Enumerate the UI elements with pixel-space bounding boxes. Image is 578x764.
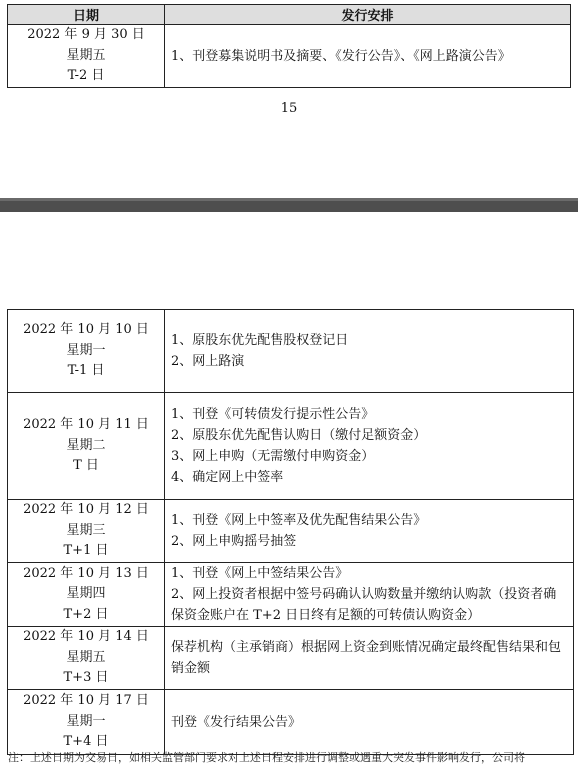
arrangement-cell (165, 500, 574, 563)
arrangement-item: 1、原股东优先配售股权登记日 (171, 333, 349, 348)
arrangement-cell (165, 393, 574, 500)
arrangement-item: 4、确定网上中签率 (171, 470, 284, 485)
arrangement-cell (165, 690, 574, 755)
weekday-text: 星期三 (66, 522, 106, 538)
header-arrangement: 发行安排 (165, 5, 571, 25)
date-text: 2022 年 10 月 11 日 (23, 417, 149, 433)
weekday-text: 星期二 (66, 437, 106, 453)
table-row (8, 563, 574, 627)
date-text: 2022 年 10 月 12 日 (23, 502, 149, 518)
weekday-text: 星期五 (66, 649, 106, 665)
arrangement-item: 3、网上申购（无需缴付申购资金） (171, 449, 375, 464)
weekday-text: 星期一 (66, 342, 106, 358)
arrangement-item: 刊登《发行结果公告》 (171, 714, 302, 730)
day-code-text: T+3 日 (63, 670, 109, 686)
arrangement-item: 1、刊登《可转债发行提示性公告》 (171, 407, 375, 422)
day-code-text: T 日 (73, 458, 99, 474)
arrangement-item: 2、原股东优先配售认购日（缴付足额资金） (171, 428, 427, 443)
date-cell (8, 393, 165, 500)
arrangement-item: 1、刊登《网上中签率及优先配售结果公告》 (171, 513, 427, 528)
arrangement-cell (165, 25, 571, 88)
table-row (8, 690, 574, 755)
date-text: 2022 年 10 月 13 日 (23, 565, 149, 581)
date-cell (8, 627, 165, 690)
arrangement-item: 1、刊登《网上中签结果公告》 (171, 566, 349, 581)
date-text: 2022 年 10 月 10 日 (23, 322, 149, 338)
footnote: 注：上述日期为交易日，如相关监管部门要求对上述日程安排进行调整或遇重大突发事件影响发行，公司将 (8, 751, 525, 764)
page-break-divider (0, 198, 578, 212)
date-cell (8, 563, 165, 627)
schedule-table-top (7, 4, 571, 88)
date-cell (8, 25, 165, 88)
page-number: 15 (280, 101, 298, 116)
arrangement-cell (165, 310, 574, 393)
arrangement-cell (165, 563, 574, 627)
date-text: 2022 年 10 月 14 日 (23, 629, 149, 645)
arrangement-item: 2、网上投资者根据中签号码确认认购数量并缴纳认购款（投资者确保资金账户在 T+2 日日终有足额的可转债认购资金） (171, 587, 557, 623)
day-code-text: T-2 日 (67, 68, 105, 84)
arrangement-item: 1、刊登募集说明书及摘要、《发行公告》、《网上路演公告》 (171, 48, 511, 64)
table-row (8, 627, 574, 690)
day-code-text: T+4 日 (63, 734, 109, 750)
day-code-text: T+1 日 (63, 543, 109, 559)
date-text: 2022 年 10 月 17 日 (23, 693, 149, 709)
weekday-text: 星期四 (66, 586, 106, 602)
header-row (8, 5, 571, 25)
table-row (8, 310, 574, 393)
table-row (8, 393, 574, 500)
schedule-table-bottom (7, 309, 574, 755)
arrangement-item: 2、网上路演 (171, 354, 245, 369)
table-row (8, 500, 574, 563)
header-date: 日期 (8, 5, 165, 25)
arrangement-item: 2、网上申购摇号抽签 (171, 534, 297, 549)
date-cell (8, 310, 165, 393)
date-cell (8, 500, 165, 563)
date-text: 2022 年 9 月 30 日 (27, 27, 145, 43)
arrangement-cell (165, 627, 574, 690)
table-row (8, 25, 571, 88)
weekday-text: 星期一 (66, 713, 106, 729)
weekday-text: 星期五 (66, 47, 106, 63)
arrangement-item: 保荐机构（主承销商）根据网上资金到账情况确定最终配售结果和包销金额 (171, 640, 562, 676)
date-cell (8, 690, 165, 755)
day-code-text: T-1 日 (67, 363, 105, 379)
day-code-text: T+2 日 (63, 606, 109, 622)
